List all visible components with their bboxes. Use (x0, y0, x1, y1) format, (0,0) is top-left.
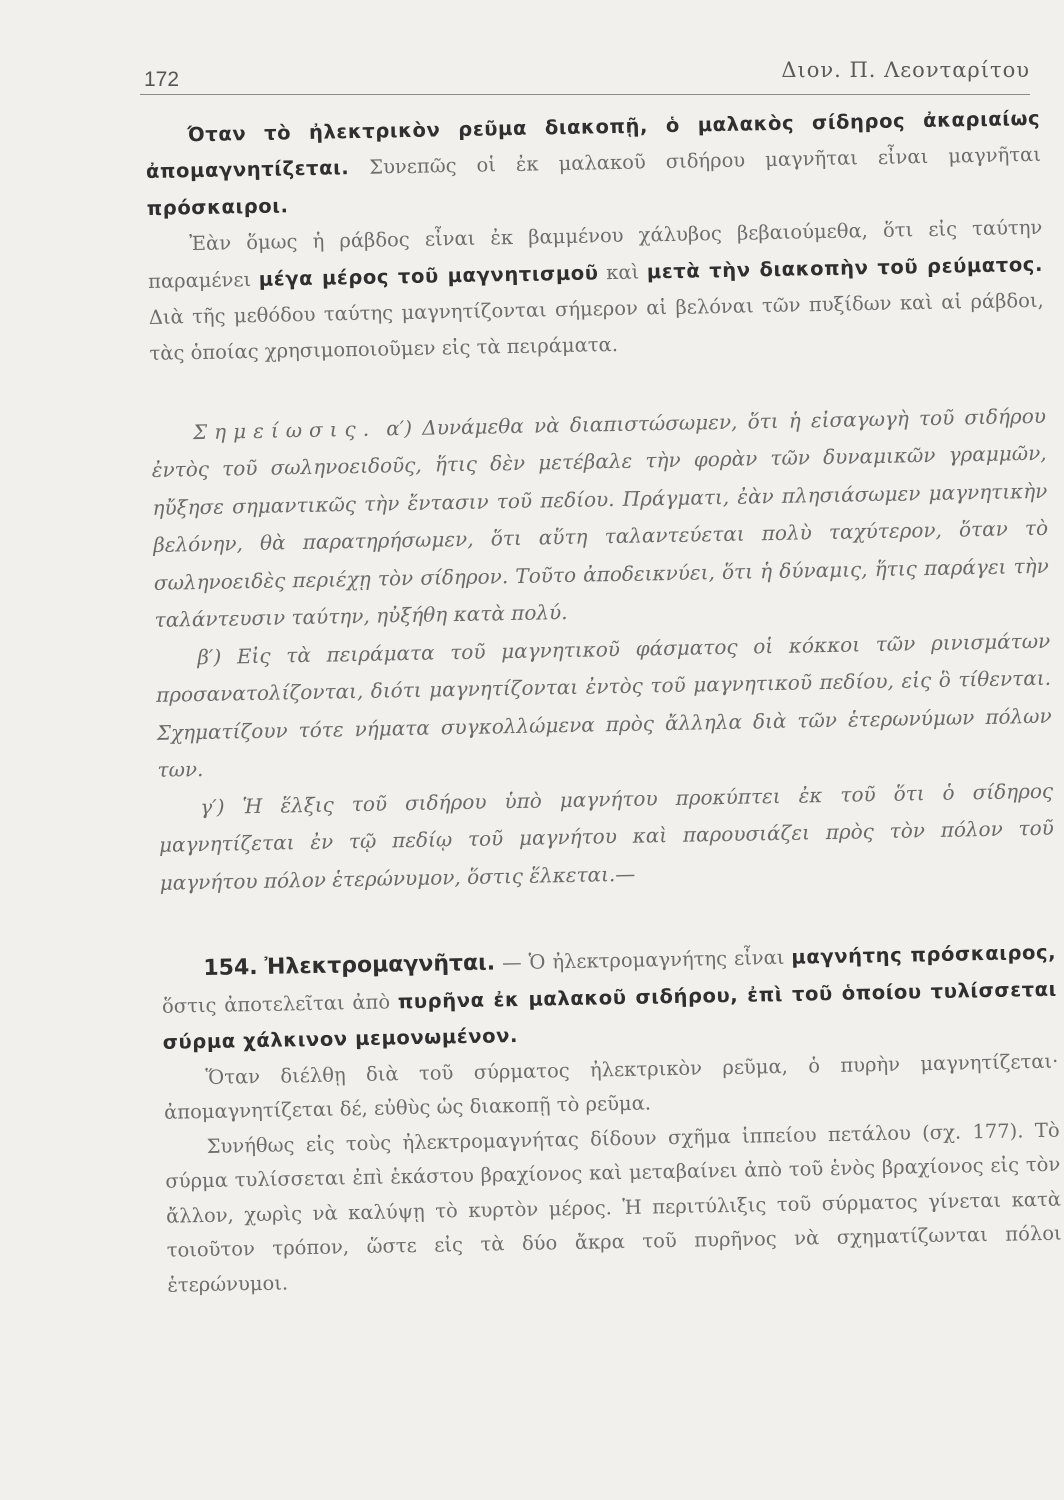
section-154 (161, 935, 1058, 1061)
page-body (145, 101, 1063, 1303)
running-head: Διον. Π. Λεονταρίτου (781, 58, 1030, 82)
paragraph-text: Διὰ τῆς μεθόδου ταύτης μαγνητίζονται σήμερον αἱ βελόναι τῶν πυξίδων καὶ αἱ ράβδοι, τὰς ὁποίας χρησιμοποιοῦμεν εἰς τὰ πειράματα. (148, 288, 1044, 366)
paragraph-steel (147, 210, 1045, 373)
note-c: γ′) Ἡ ἕλξις τοῦ σιδήρου ὑπὸ μαγνήτου προκύπτει ἐκ τοῦ ὅτι ὁ σίδηρος μαγνητίζεται ἐν τῷ πεδίῳ τοῦ μαγνήτου καὶ παρουσιάζει πρὸς τὸν πόλον τοῦ μαγνήτου πόλον ἑτερώνυμον, ὅστις ἕλκεται.— (158, 778, 1055, 895)
note-label: Σημείωσις. (192, 416, 377, 444)
bold-term: μετὰ τὴν διακοπὴν τοῦ ρεύματος. (646, 252, 1044, 284)
section-title: Ἠλεκτρομαγνῆται. (264, 950, 496, 981)
paragraph-text: Ὁ ἠλεκτρομαγνήτης εἶναι (528, 946, 792, 975)
page-header (140, 58, 1030, 95)
page-number: 172 (144, 68, 180, 91)
paragraph-current: Ὅταν διέλθῃ διὰ τοῦ σύρματος ἠλεκτρικὸν ρεῦμα, ὁ πυρὴν μαγνητίζεται· ἀπομαγνητίζεται δέ, εὐθὺς ὡς διακοπῇ τὸ ρεῦμα. (163, 1049, 1059, 1124)
paragraph-interruption (145, 101, 1042, 227)
bold-term: πυρῆνα ἐκ μαλακοῦ σιδήρου, ἐπὶ τοῦ ὁποίου τυλίσσεται σύρμα χάλκινον μεμονωμένον. (162, 977, 1058, 1054)
note-b: β′) Εἰς τὰ πειράματα τοῦ μαγνητικοῦ φάσματος οἱ κόκκοι τῶν ρινισμάτων προσανατολίζονται, διότι μαγνητίζονται ἐντὸς τοῦ μαγνητικοῦ πεδίου, εἰς ὃ τίθενται. Σχηματίζουν τότε νήματα συγκολλώμενα πρὸς ἄλληλα διὰ τῶν ἑτερωνύμων πόλων των. (155, 628, 1052, 783)
paragraph-text: Ἐὰν ὅμως ἡ ράβδος εἶναι ἐκ βαμμένου χάλυβος βεβαιούμεθα, ὅτι εἰς ταύτην παραμένει (147, 216, 1043, 293)
section-number: 154. (203, 955, 258, 982)
paragraph-text: ὅστις ἀποτελεῖται ἀπὸ (161, 990, 399, 1018)
note-a (151, 398, 1050, 640)
paragraph-text: καὶ (598, 260, 648, 284)
paragraph-horseshoe: Συνήθως εἰς τοὺς ἠλεκτρομαγνήτας δίδουν σχῆμα ἱππείου πετάλου (σχ. 177). Τὸ σύρμα τυλίσσεται ἐπὶ ἑκάστου βραχίονος καὶ μεταβαίνει ἀπὸ τοῦ ἑνὸς βραχίονος εἰς τὸν ἄλλον, χωρὶς νὰ καλύψῃ τὸ κυρτὸν μέρος. Ἡ περιτύλιξις τοῦ σύρματος γίνεται κατὰ τοιοῦτον τρόπον, ὥστε εἰς τὰ δύο ἄκρα τοῦ πυρῆνος νὰ σχηματίζωνται πόλοι ἑτερώνυμοι. (165, 1118, 1062, 1297)
bold-term: μαγνήτης πρόσκαιρος, (791, 941, 1057, 970)
bold-statement: Όταν τὸ ἠλεκτρικὸν ρεῦμα διακοπῇ, ὁ μαλακὸς σίδηρος ἀκαριαίως ἀπομαγνητίζεται. (145, 106, 1041, 184)
paragraph-text: Συνεπῶς οἱ ἐκ μαλακοῦ σιδήρου μαγνῆται εἶναι μαγνῆται (349, 143, 1042, 180)
note-text: α′) Δυνάμεθα νὰ διαπιστώσωμεν, ὅτι ἡ εἰσαγωγὴ τοῦ σιδήρου ἐντὸς τοῦ σωληνοειδοῦς, ἥτις δὲν μετέβαλε τὴν φορὰν τῶν δυναμικῶν γραμμῶν, ηὔξησε σημαντικῶς τὴν ἔντασιν τοῦ πεδίου. Πράγματι, ἐὰν πλησιάσωμεν μαγνητικὴν βελόνην, θὰ παρατηρήσωμεν, ὅτι αὕτη ταλαντεύεται πολὺ ταχύτερον, ὅταν τὸ σωληνοειδὲς περιέχῃ τὸν σίδηρον. Τοῦτο ἀποδεικνύει, ὅτι ἡ δύναμις, ἥτις παράγει τὴν ταλάντευσιν ταύτην, ηὐξήθη κατὰ πολύ. (151, 403, 1049, 633)
bold-term: μέγα μέρος τοῦ μαγνητισμοῦ (258, 260, 599, 291)
bold-term: πρόσκαιροι. (146, 194, 289, 220)
section-dash: — (494, 951, 529, 975)
